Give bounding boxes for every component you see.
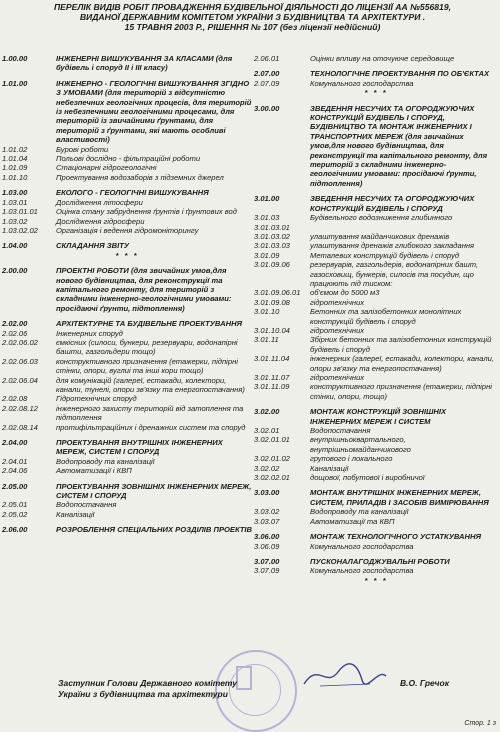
item-code: 3.06.09 [254,541,280,551]
item-description: Збірних бетонних та залізобетонних конструкцій будівель і споруд [310,335,492,354]
list-item [254,298,498,307]
item-description: Стаціонарні гідрогеологічні [56,163,157,173]
item-code: 2.05.02 [2,509,28,519]
item-description: улаштування майданчикових дренажів [310,231,450,241]
header-line-3: 15 ТРАВНЯ 2003 Р., РІШЕННЯ № 107 (без ліцензії недійсний) [124,22,381,33]
item-description: АРХІТЕКТУРНЕ ТА БУДІВЕЛЬНЕ ПРОЕКТУВАННЯ [56,319,243,329]
list-item [254,54,498,63]
document-header [30,2,475,33]
item-code: 3.02.02.01 [254,473,290,483]
list-item [2,329,252,338]
header-line-2: ВИДАНОЇ ДЕРЖАВНИМ КОМІТЕТОМ УКРАЇНИ З БУДІВНИЦТВА ТА АРХІТЕКТУРИ . [79,12,426,23]
item-code: 3.01.03 [254,213,280,223]
list-item [254,307,498,326]
item-description: Оцінка стану забруднення ґрунтів і ґрунтових вод [56,207,237,217]
item-code: 1.04.00 [2,241,28,251]
item-description: гідротехнічних [310,373,365,382]
list-item [2,217,252,226]
item-code: 3.01.10.04 [254,325,290,335]
list-item [2,173,252,182]
item-code: 3.06.00 [254,532,280,542]
list-item [2,338,252,357]
list-item [254,260,498,288]
item-description: СКЛАДАННЯ ЗВІТУ [56,241,129,251]
item-code: 3.01.11.07 [254,373,290,382]
item-description: улаштування дренажів глибокого закладання [310,241,475,251]
list-item [2,207,252,216]
section-heading-row [2,188,252,197]
item-description: дощової, побутової і виробничої [310,473,425,483]
list-item [254,241,498,250]
list-item [2,457,252,466]
item-code: 1.01.00 [2,78,28,88]
section-heading-row [2,319,252,328]
item-description: Комунального господарства [310,541,414,551]
item-description: МОНТАЖ КОНСТРУКЦІЙ ЗОВНІШНІХ ІНЖЕНЕРНИХ МЕРЕЖ І СИСТЕМ [310,407,447,426]
item-description: ємкісних (силоси, бункери, резервуари, водонапірні башти, газгольдери тощо) [56,337,238,357]
section-heading-row [2,438,252,457]
section-heading-row [2,525,252,534]
list-item [2,154,252,163]
item-code: 3.03.07 [254,516,280,526]
item-description: ЕКОЛОГО - ГЕОЛОГІЧНІ ВИШУКУВАННЯ [56,188,209,198]
list-item [254,473,498,482]
item-code: 3.01.09.08 [254,297,290,307]
item-description: ЗВЕДЕННЯ НЕСУЧИХ ТА ОГОРОДЖУЮЧИХ КОНСТРУКЦІЙ БУДІВЕЛЬ І СПОРУД, БУДІВНИЦТВО ТА МОНТАЖ ІНЖЕНЕРНИХ І ТРАНСПОРТНИХ МЕРЕЖ (для звичайних умов,для нового будівництва, для реконструкції та капітального ремонту, для територій з складними інженерно-геологічними умовами: просідаючі ґрунти, підтоплення) [310,103,488,188]
item-code: 1.01.02 [2,144,28,154]
section-heading-row [254,69,498,78]
item-description: гідротехнічних [310,325,365,335]
right-column [254,54,498,585]
item-code: 2.02.06 [2,328,28,338]
list-item [2,376,252,395]
list-item [254,464,498,473]
item-code: 2.02.08 [2,394,28,404]
list-item [254,251,498,260]
section-heading-row [254,488,498,507]
list-item [254,335,498,354]
list-item [2,198,252,207]
item-description: конструктивного призначення (етажерки, підпірні стінки, опори, вуглиі та інші кори тощо) [56,356,238,376]
page-number: Стор. 1 з [464,720,496,727]
item-description: МОНТАЖ ТЕХНОЛОГІЧНОГО УСТАТКУВАННЯ [310,532,482,542]
item-code: 3.02.01 [254,426,280,436]
item-code: 2.04.00 [2,438,28,448]
item-description: ПРОЕКТНІ РОБОТИ (для звичайних умов,для нового будівництва, для реконструкції та капітального ремонту, для територій з складними інженерно-геологічними умовами: просідаючі ґрунти, підтоплення) [56,266,232,313]
item-description: Бурові роботи [56,144,109,154]
signer-position-line-2: України з будівництва та архітектури [58,688,228,699]
item-description: Дослідження гідросфери [56,216,145,226]
item-description: ІНЖЕНЕРНО - ГЕОЛОГІЧНІ ВИШУКУВАННЯ ЗГІДНО З УМОВАМИ (для територій з відсутністю небезпечних геологічних процесів, для територій із небезпечними геологічними процесами, для територій із звичайними ґрунтами, для територій з ґрунтами, які мають особливі властивості) [56,78,252,145]
list-item [2,163,252,172]
item-code: 2.07.00 [254,69,280,79]
item-description: конструктивного призначення (етажерки, підпірні стінки, опори, тощо) [310,382,492,401]
list-item [254,566,498,575]
item-code: 2.04.01 [2,456,28,466]
list-item [254,354,498,373]
item-code: 1.01.09 [2,163,28,173]
item-description: ПРОЕКТУВАННЯ ЗОВНІШНІХ ІНЖЕНЕРНИХ МЕРЕЖ, СИСТЕМ І СПОРУД [56,481,252,501]
item-code: 3.01.10 [254,307,280,317]
list-item [2,423,252,432]
list-item [254,517,498,526]
list-item [2,394,252,403]
left-column [2,54,252,535]
header-line-1: ПЕРЕЛІК ВИДІВ РОБІТ ПРОВАДЖЕННЯ БУДІВЕЛЬНОЇ ДІЯЛЬНОСТІ ДО ЛІЦЕНЗІЇ АА №556819, [54,2,451,12]
item-code: 3.02.01.01 [254,435,290,445]
item-description [310,223,498,232]
item-description: ТЕХНОЛОГІЧНЕ ПРОЕКТУВАННЯ ПО ОБ'ЄКТАХ [310,69,490,79]
section-separator: * * * [115,250,139,260]
item-description: РОЗРОБЛЕННЯ СПЕЦІАЛЬНИХ РОЗДІЛІВ ПРОЕКТІВ [56,525,252,535]
item-description: Комунального господарства [310,78,414,88]
list-item [254,213,498,222]
list-item [254,435,498,454]
item-description: гідротехнічних [310,297,365,307]
item-code: 3.02.01.02 [254,454,290,464]
list-item [254,288,498,297]
item-description: Каналізації [56,509,95,519]
list-item [2,500,252,509]
item-code: 1.03.02.02 [2,225,38,235]
item-description: ІНЖЕНЕРНІ ВИШУКУВАННЯ ЗА КЛАСАМИ (для будівель і споруд ІІ і ІІІ класу) [56,54,233,73]
item-description: Проектування водозаборів з підземних джерел [56,172,224,182]
item-description: ПРОЕКТУВАННЯ ВНУТРІШНІХ ІНЖЕНЕРНИХ МЕРЕЖ, СИСТЕМ І СПОРУД [56,438,223,457]
list-item [254,79,498,88]
item-description: групового і локального [310,454,393,464]
item-description: інженерних (галереї, естакади, колектори, канали, опори зв'язку та енергопостачання) [310,354,494,373]
list-item [2,510,252,519]
list-item [254,223,498,232]
section-heading-row [2,482,252,501]
item-code: 1.03.00 [2,188,28,198]
item-code: 3.01.03.03 [254,241,290,251]
item-description: для комунікацій (галереї, естакади, колектори, канали, тунелі, опори зв'язку та енергопостачання) [56,375,245,394]
section-heading-row [254,104,498,189]
item-description: резервуарів, газгольдерів, водонапірних башт, газосховищ, бункерів, силосів та посудин, що працюють під тиском: [310,260,479,288]
item-code: 3.01.11.04 [254,354,290,364]
item-code: 2.04.06 [2,466,28,476]
item-description: МОНТАЖ ВНУТРІШНІХ ІНЖЕНЕРНИХ МЕРЕЖ, СИСТЕМ, ПРИЛАДІВ І ЗАСОБІВ ВИМІРЮВАННЯ [310,488,489,507]
item-description: Комунального господарства [310,566,414,576]
item-code: 2.02.06.03 [2,356,38,366]
item-description: Дослідження літосфери [56,197,143,207]
item-code: 2.02.08.14 [2,422,38,432]
list-item [2,226,252,235]
list-item [254,373,498,382]
section-heading-row [254,407,498,426]
item-code: 2.02.06.02 [2,337,38,347]
item-code: 1.03.01.01 [2,207,38,217]
item-code: 3.01.00 [254,194,280,204]
item-code: 3.02.00 [254,407,280,417]
item-code: 2.06.00 [2,525,28,535]
item-code: 3.07.00 [254,556,280,566]
item-description: Оцінки впливу на оточуюче середовище [310,54,455,63]
item-code: 3.03.00 [254,488,280,498]
list-item [254,426,498,435]
item-code: 3.01.11 [254,335,279,345]
item-description: Водопостачання [310,426,371,436]
item-code: 3.01.03.01 [254,222,290,232]
section-heading-row [254,532,498,541]
item-description: Гідротехнічних споруд [56,394,137,404]
item-code: 3.07.09 [254,566,280,576]
list-item [2,357,252,376]
item-code: 3.02.02 [254,463,280,473]
item-code: 3.01.09 [254,250,280,260]
section-heading-row [2,54,252,73]
item-code: 3.03.02 [254,507,280,517]
item-description: об'ємом до 5000 м3 [310,288,380,298]
item-description: Водопостачання [56,500,117,510]
item-description: Будівельного водозниження глибинного [310,213,453,223]
item-description: Польові дослідно - фільтраційні роботи [56,154,201,164]
item-description: Водопроводу та каналізації [310,507,409,517]
list-item [2,145,252,154]
list-item [254,382,498,401]
item-code: 2.05.00 [2,481,28,491]
item-description: Бетонних та залізобетонних монолітних конструкцій будівель і споруд [310,307,462,326]
item-code: 1.03.01 [2,197,28,207]
item-description: Організація і ведення гідромоніторингу [56,225,199,235]
section-heading-row [2,266,252,313]
item-code: 1.01.04 [2,154,28,164]
section-heading-row [254,194,498,213]
list-item [2,404,252,423]
section-heading-row [254,557,498,566]
item-description: протифільтраційних і дренажних систем та споруд [56,422,246,432]
item-description: Інженерних споруд [56,328,123,338]
item-code: 1.01.10 [2,172,28,182]
item-code: 1.03.02 [2,216,28,226]
item-description: Каналізації [310,463,349,473]
list-item [254,232,498,241]
list-item [254,326,498,335]
item-code: 3.01.09.06 [254,260,290,270]
item-description: інженерного захисту територій від затоплення та підтоплення [56,403,244,423]
signature-block [58,678,478,699]
item-description: ПУСКОНАЛАГОДЖУВАЛЬНІ РОБОТИ [310,556,450,566]
item-code: 3.00.00 [254,103,280,113]
item-code: 2.02.00 [2,319,28,329]
item-code: 3.01.09.06.01 [254,288,301,298]
item-code: 1.00.00 [2,54,28,63]
item-code: 3.01.03.02 [254,231,290,241]
signer-position-line-1: Заступник Голови Державного комітету [58,678,237,688]
item-code: 2.02.06.04 [2,375,38,385]
list-item [254,454,498,463]
section-heading-row [2,79,252,145]
item-description: Автоматизації і КВП [56,466,132,476]
item-description: внутрішньоквартального, внутрішньомайданчикового [310,435,411,454]
item-code: 2.00.00 [2,266,28,276]
item-code: 3.01.11.09 [254,382,290,392]
item-code: 2.05.01 [2,500,28,510]
item-code: 2.07.09 [254,78,280,88]
list-item [2,466,252,475]
section-heading-row [2,241,252,250]
item-description: Водопроводу та каналізації [56,456,155,466]
item-description: ЗВЕДЕННЯ НЕСУЧИХ ТА ОГОРОДЖУЮЧИХ КОНСТРУКЦІЙ БУДІВЕЛЬ І СПОРУД [310,194,475,213]
section-separator: * * * [364,575,388,585]
section-separator: * * * [364,88,388,98]
list-item [254,542,498,551]
item-description: Металевих конструкцій будівель і споруд [310,250,460,260]
item-code: 2.06.01 [254,54,280,63]
item-description: Автоматизації та КВП [310,516,395,526]
signer-name: В.О. Гречок [400,678,450,688]
list-item [254,507,498,516]
item-code: 2.02.08.12 [2,403,38,413]
